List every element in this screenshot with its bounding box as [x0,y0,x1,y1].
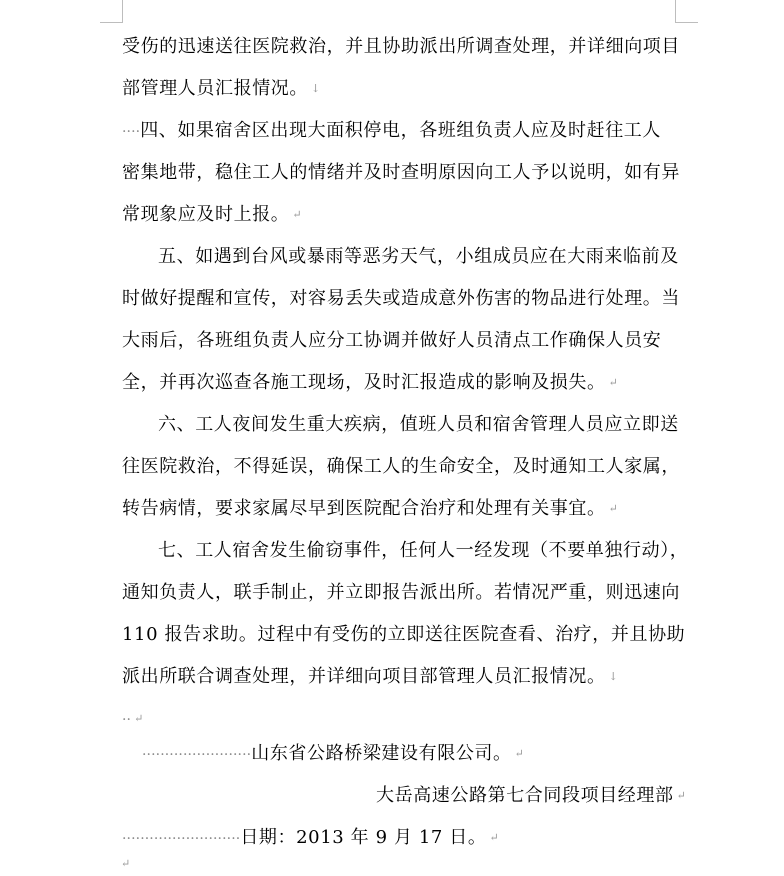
signature-date: 日期：2013 年 9 月 17 日。 [240,827,487,848]
text-line [122,280,680,318]
text-line-content: 转告病情，要求家属尽早到医院配合治疗和处理有关事宜。 [122,498,606,519]
text-line-content: 通知负责人，联手制止，并立即报告派出所。若情况严重，则迅速向 [122,582,680,603]
company-name: 山东省公路桥梁建设有限公司。 [251,743,512,764]
text-line [122,658,618,696]
text-line-content: 派出所联合调查处理，并详细向项目部管理人员汇报情况。 [122,666,606,687]
paragraph-mark: ↵ [608,376,619,389]
signature-company-line [142,735,524,773]
paragraph-mark: ↵ [489,831,500,844]
text-line [122,70,321,108]
text-line-content: 受伤的迅速送往医院救治，并且协助派出所调查处理，并详细向项目 [122,36,680,57]
signature-date-line [122,819,499,857]
crop-mark-top-right [675,0,698,23]
line-break-mark: ↓ [608,670,619,683]
text-line [122,238,679,276]
signature-department-line [376,777,686,815]
text-line-content: 部管理人员汇报情况。 [122,78,308,99]
text-line [122,574,680,612]
text-line [122,196,302,234]
empty-line [118,854,131,874]
text-line-content: 常现象应及时上报。 [122,204,290,225]
line-break-mark: ↓ [311,82,321,95]
crop-mark-top-left [100,0,123,23]
text-line-content: 大雨后，各班组负责人应分工协调并做好人员清点工作确保人员安 [122,330,662,351]
text-line-content: 五、如遇到台风或暴雨等恶劣天气，小组成员应在大雨来临前及 [158,246,679,267]
text-line-content: 110 报告求助。过程中有受伤的立即送往医院查看、治疗，并且协助 [122,624,686,645]
text-line [122,490,618,528]
text-line [122,448,680,486]
text-line [122,532,688,570]
paragraph-mark: ↵ [292,208,303,221]
paragraph-mark: ↵ [514,747,525,760]
text-line-content: 六、工人夜间发生重大疾病，值班人员和宿舍管理人员应立即送 [158,414,679,435]
text-line-content: 四、如果宿舍区出现大面积停电，各班组负责人应及时赶往工人 [140,120,661,141]
text-line-content: 密集地带，稳住工人的情绪并及时查明原因向工人予以说明，如有异 [122,162,680,183]
text-line [122,112,661,150]
paragraph-mark: ↵ [608,502,619,515]
text-line-content: 往医院救治，不得延误，确保工人的生命安全，及时通知工人家属， [122,456,680,477]
department-name: 大岳高速公路第七合同段项目经理部 [376,785,674,806]
paragraph-mark: ↵ [121,857,131,870]
text-line [122,154,680,192]
space-dots: ·························· [122,831,241,847]
text-line-content: 时做好提醒和宣传，对容易丢失或造成意外伤害的物品进行处理。当 [122,288,680,309]
space-dots: ···· [122,124,141,140]
space-dots: ·· [122,712,132,728]
text-line [122,406,679,444]
paragraph-mark: ↵ [134,712,144,725]
paragraph-mark: ↵ [676,789,687,802]
text-line [122,322,661,360]
space-dots: ························ [142,747,252,763]
text-line [122,364,618,402]
empty-line [122,700,144,738]
text-line [122,616,685,654]
text-line [122,28,680,66]
text-line-content: 全，并再次巡查各施工现场，及时汇报造成的影响及损失。 [122,372,606,393]
text-line-content: 七、工人宿舍发生偷窃事件，任何人一经发现（不要单独行动）， [158,540,689,561]
